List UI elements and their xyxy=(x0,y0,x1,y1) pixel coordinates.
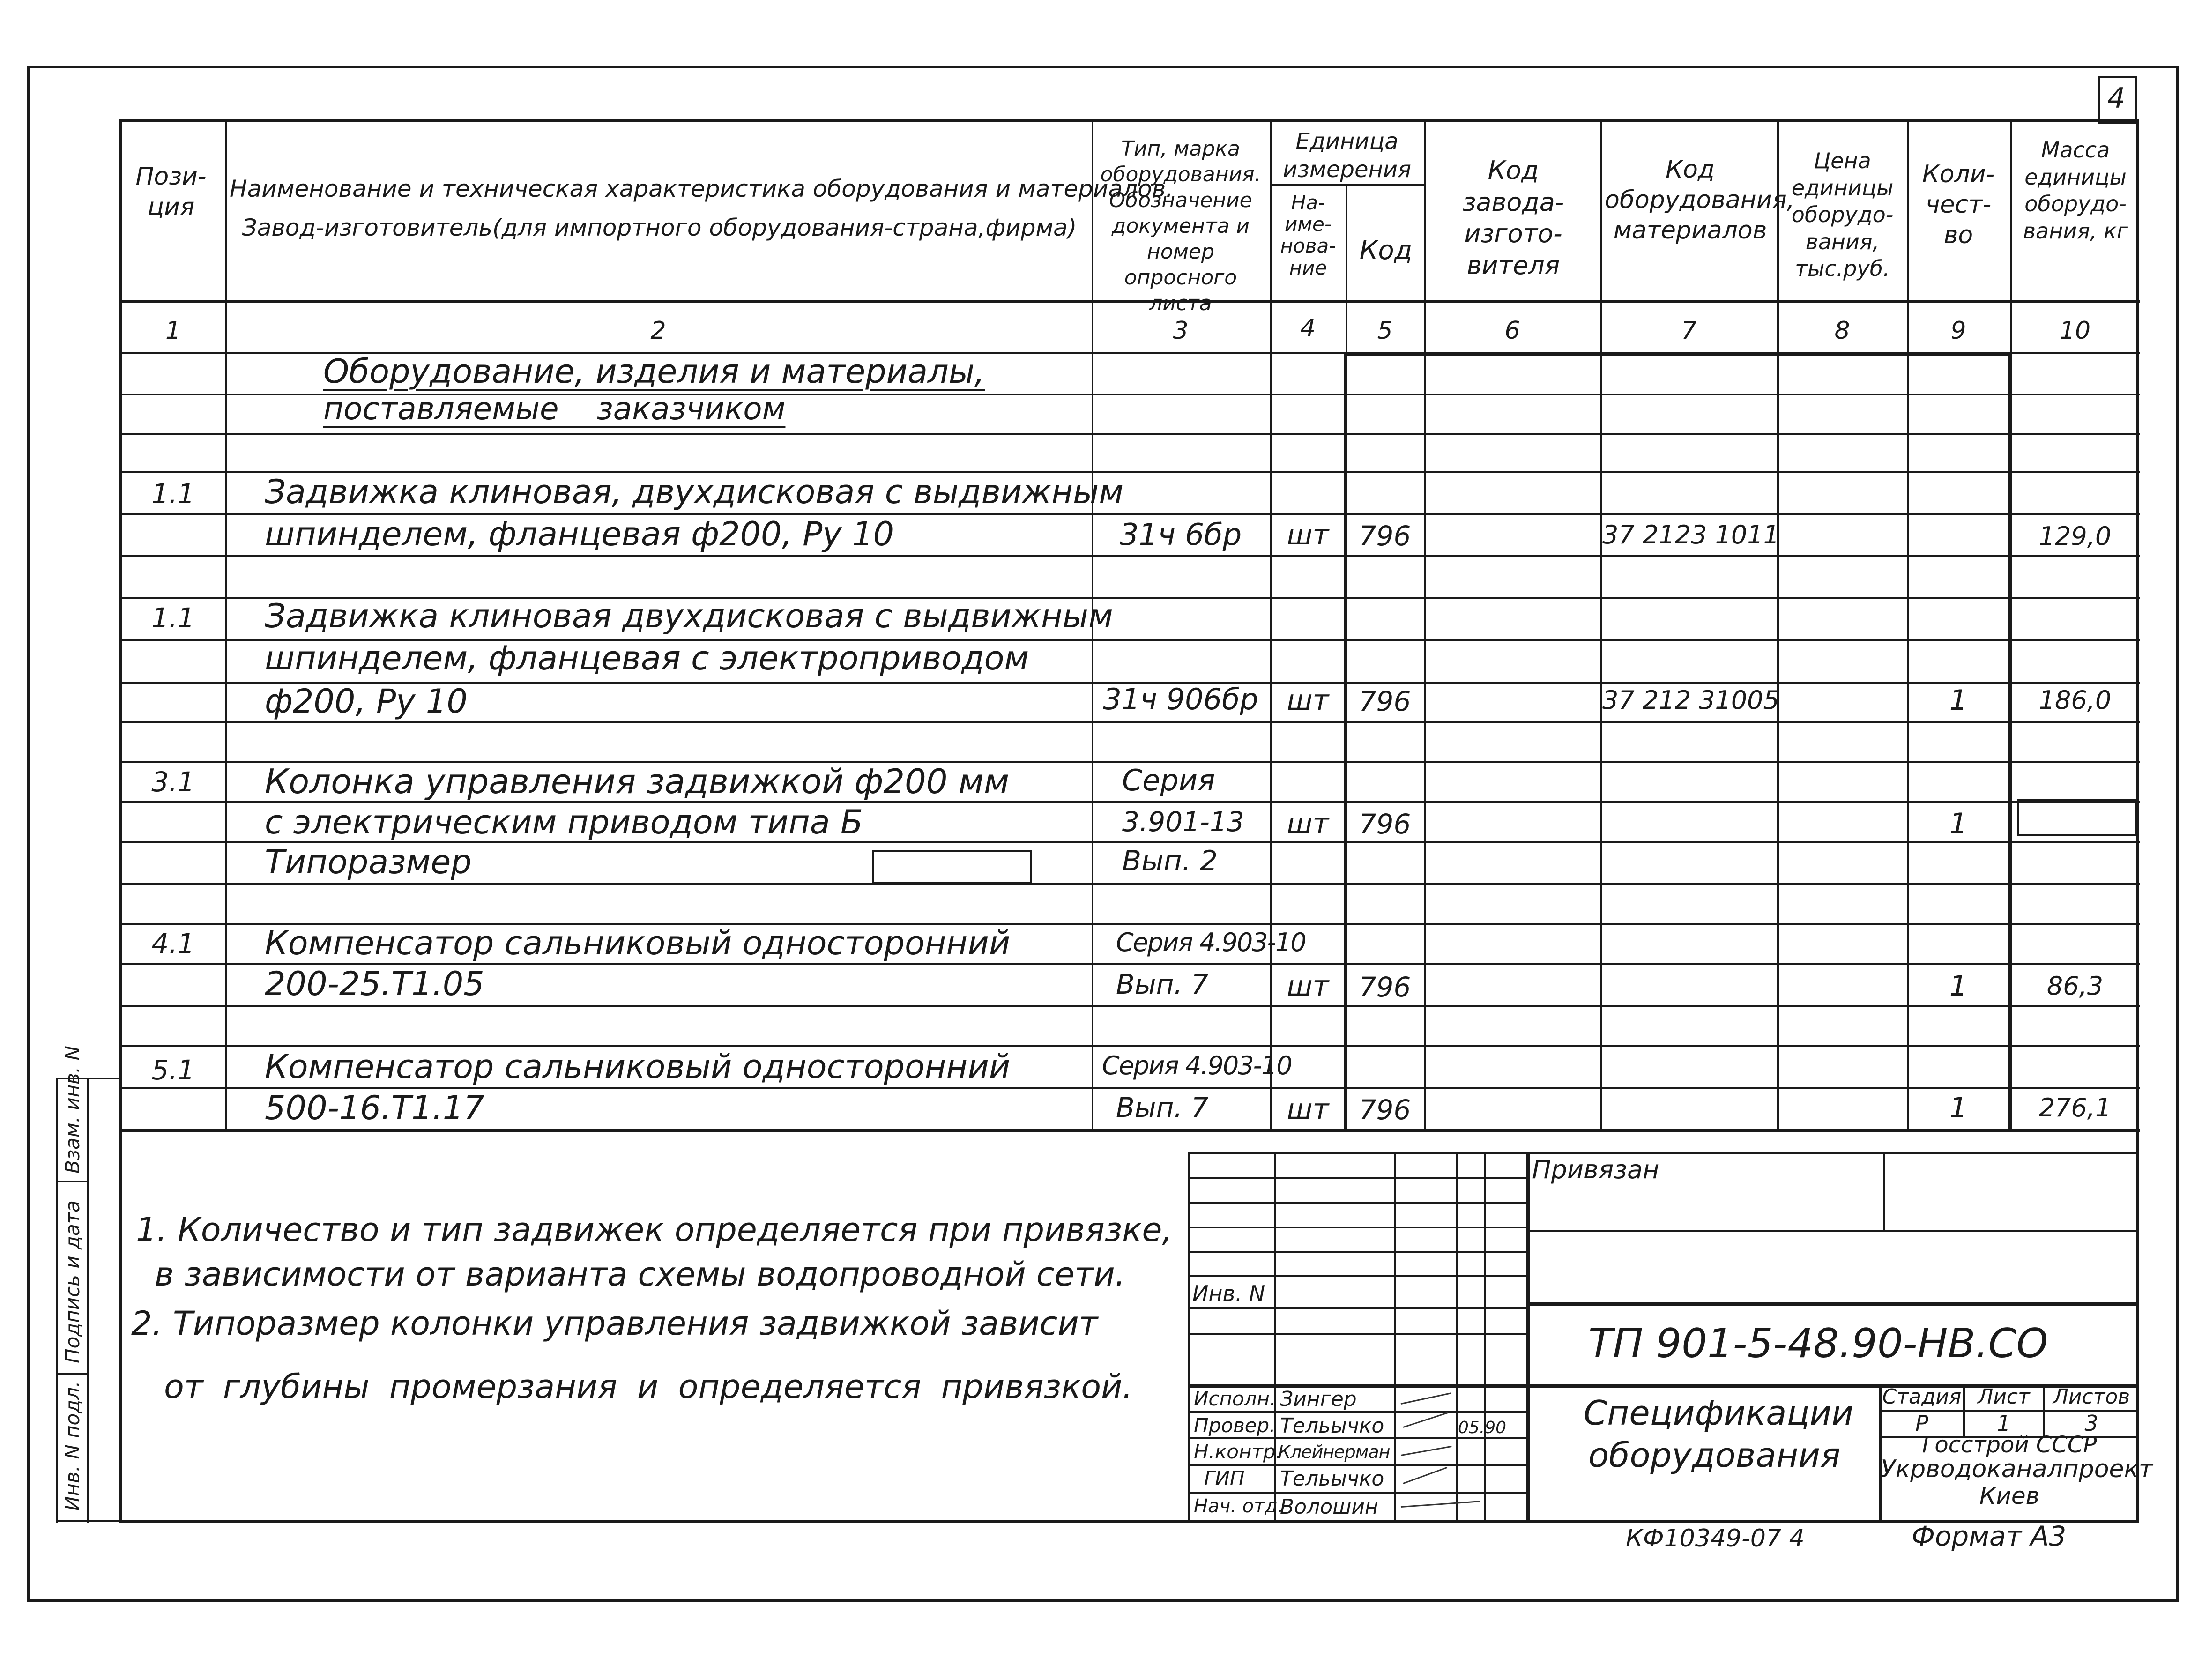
tb-line xyxy=(1456,1152,1458,1523)
tb-sheets-label: Листов xyxy=(2053,1385,2130,1409)
row2-unit-code: 796 xyxy=(1359,685,1411,717)
row5-mass: 276,1 xyxy=(2038,1093,2112,1122)
hdr-quantity: Коли- чест- во xyxy=(1922,160,1995,249)
tb-line xyxy=(1188,1202,1527,1204)
row-line xyxy=(121,721,2140,723)
colnum-2: 2 xyxy=(650,317,666,345)
hdr-name-2: Завод-изготовитель(для импортного оборудования-страна,фирма) xyxy=(242,214,1077,241)
side-stamp-inv-podl: Инв. N подл. xyxy=(61,1381,84,1511)
row1-name-1: Задвижка клиновая, двухдисковая с выдвижным xyxy=(265,473,1124,511)
row4-name-1: Компенсатор сальниковый односторонний xyxy=(265,924,1011,962)
col-line xyxy=(1424,122,1426,1130)
tb-line xyxy=(1188,1152,1190,1523)
tb-line xyxy=(1883,1152,1885,1230)
row4-mass: 86,3 xyxy=(2046,971,2104,1001)
note-2-line-2: от глубины промерзания и определяется привязкой. xyxy=(164,1368,1133,1406)
hdr-equipment-code: Код оборудования, материалов xyxy=(1605,156,1795,245)
side-stamp-signature-date: Подпись и дата xyxy=(61,1200,84,1363)
hdr-name-1: Наименование и техническая характеристика оборудования и материалов. xyxy=(230,175,1174,202)
mass-input-box xyxy=(2017,799,2136,836)
row4-name-2: 200-25.Т1.05 xyxy=(265,965,484,1003)
row1-mass: 129,0 xyxy=(2038,521,2112,551)
tb-line xyxy=(1188,1464,1527,1466)
tb-line xyxy=(1188,1251,1527,1253)
row-line xyxy=(121,555,2140,557)
tb-role-4: ГИП xyxy=(1204,1467,1245,1490)
tb-sheets: 3 xyxy=(2084,1411,2098,1436)
hdr-unit-code: Код xyxy=(1359,235,1413,266)
hdr-mass: Масса единицы оборудо- вания, кг xyxy=(2023,137,2128,244)
col-line xyxy=(1600,122,1602,1130)
colnum-8: 8 xyxy=(1834,317,1850,345)
note-1-line-2: в зависимости от варианта схемы водопроводной сети. xyxy=(155,1255,1126,1293)
tb-line xyxy=(1527,1302,2139,1306)
table-bottom-line xyxy=(121,1129,2140,1132)
note-1-line-1: 1. Количество и тип задвижек определяется при привязке, xyxy=(136,1211,1173,1249)
row1-position: 1.1 xyxy=(151,478,195,510)
side-stamp-vzam-inv: Взам. инв. N xyxy=(61,1046,84,1174)
row2-code: 37 212 31005 xyxy=(1602,685,1779,715)
archive-number: КФ10349-07 4 xyxy=(1626,1524,1805,1553)
colnum-5: 5 xyxy=(1377,317,1393,345)
row2-name-2: шпинделем, фланцевая с электроприводом xyxy=(265,639,1029,677)
tb-role-2: Провер. xyxy=(1194,1414,1276,1437)
tb-role-1: Исполн. xyxy=(1194,1387,1276,1410)
row-line xyxy=(121,883,2140,885)
tb-title-1: Спецификации xyxy=(1584,1393,1853,1433)
format-label: Формат А3 xyxy=(1912,1520,2067,1552)
row2-mass: 186,0 xyxy=(2038,685,2112,715)
thick-col-line xyxy=(1344,352,1347,1129)
side-stamp-line xyxy=(56,1078,58,1523)
row2-unit: шт xyxy=(1287,684,1329,717)
row3-type-2: 3.901-13 xyxy=(1122,806,1244,838)
tb-privyazan: Привязан xyxy=(1532,1155,1659,1184)
size-input-box xyxy=(872,850,1032,884)
tb-name-4: Тельычко xyxy=(1280,1467,1384,1491)
tb-line xyxy=(1188,1227,1527,1228)
row4-quantity: 1 xyxy=(1949,970,1968,1003)
unit-group-line xyxy=(1270,184,1424,186)
tb-org-1: Госстрой СССР xyxy=(1922,1432,2097,1458)
colnum-10: 10 xyxy=(2059,317,2091,345)
side-stamp-line xyxy=(56,1520,119,1522)
tb-name-2: Тельычко xyxy=(1280,1414,1384,1438)
tb-line xyxy=(1188,1307,1527,1309)
tb-name-3: Клейнерман xyxy=(1278,1442,1390,1462)
tb-line xyxy=(1188,1152,2139,1154)
row5-unit: шт xyxy=(1287,1093,1329,1126)
hdr-factory-code: Код завода- изгото- вителя xyxy=(1462,156,1564,280)
row4-type-1: Серия 4.903-10 xyxy=(1116,928,1306,957)
row1-code: 37 2123 1011 xyxy=(1602,520,1779,550)
tb-line xyxy=(1188,1275,1527,1277)
row2-type: 31ч 906бр xyxy=(1103,682,1258,716)
row1-unit: шт xyxy=(1287,519,1329,551)
colnum-3: 3 xyxy=(1173,317,1189,345)
row3-position: 3.1 xyxy=(151,766,195,798)
tb-line xyxy=(1188,1177,1527,1179)
row4-unit-code: 796 xyxy=(1359,971,1411,1003)
tb-line xyxy=(1188,1411,1527,1413)
row-line xyxy=(121,433,2140,435)
colnum-6: 6 xyxy=(1504,317,1520,345)
row2-position: 1.1 xyxy=(151,602,195,634)
row5-name-1: Компенсатор сальниковый односторонний xyxy=(265,1048,1011,1086)
colnum-7: 7 xyxy=(1681,317,1697,345)
thick-col-line xyxy=(2008,352,2012,1129)
colnum-9: 9 xyxy=(1950,317,1966,345)
thick-top-line xyxy=(1344,352,2011,356)
row3-name-2: с электрическим приводом типа Б xyxy=(265,803,863,841)
tb-date: 05.90 xyxy=(1458,1418,1507,1437)
row5-name-2: 500-16.Т1.17 xyxy=(265,1089,484,1127)
tb-name-5: Волошин xyxy=(1280,1495,1378,1519)
tb-line xyxy=(1274,1152,1276,1523)
row5-quantity: 1 xyxy=(1949,1092,1968,1124)
section-title-line-1: Оборудование, изделия и материалы, xyxy=(323,352,985,391)
tb-stage-label: Стадия xyxy=(1882,1385,1962,1409)
section-title-line-2: поставляемые заказчиком xyxy=(323,391,786,427)
col-line xyxy=(225,122,227,1130)
row2-name-1: Задвижка клиновая двухдисковая с выдвижным xyxy=(265,597,1113,635)
hdr-price: Цена единицы оборудо- вания, тыс.руб. xyxy=(1791,148,1894,281)
tb-sheet: 1 xyxy=(1997,1411,2011,1436)
colnum-1: 1 xyxy=(165,317,181,345)
tb-line xyxy=(1394,1152,1396,1523)
row3-name-1: Колонка управления задвижкой ф200 мм xyxy=(265,762,1010,801)
tb-sheet-label: Лист xyxy=(1978,1385,2030,1409)
tb-name-1: Зингер xyxy=(1280,1387,1357,1411)
row4-type-2: Вып. 7 xyxy=(1116,968,1209,1000)
tb-role-3: Н.контр. xyxy=(1194,1440,1282,1463)
tb-org-2: Укрводоканалпроект xyxy=(1881,1455,2153,1483)
col-line xyxy=(1777,122,1779,1130)
tb-line xyxy=(1526,1152,1530,1523)
row5-type-2: Вып. 7 xyxy=(1116,1092,1209,1123)
note-2-line-1: 2. Типоразмер колонки управления задвижкой зависит xyxy=(131,1304,1098,1343)
row4-unit: шт xyxy=(1287,970,1329,1003)
side-stamp-line xyxy=(56,1373,89,1375)
side-stamp-line xyxy=(87,1078,89,1523)
tb-line xyxy=(1484,1152,1486,1523)
tb-role-5: Нач. отд. xyxy=(1194,1495,1284,1517)
tb-line xyxy=(1188,1492,1527,1494)
hdr-unit-name: На- име- нова- ние xyxy=(1280,191,1336,279)
row1-unit-code: 796 xyxy=(1359,520,1411,552)
sheet-number: 4 xyxy=(2107,82,2126,115)
row3-unit: шт xyxy=(1287,807,1329,840)
row5-type-1: Серия 4.903-10 xyxy=(1102,1051,1292,1080)
row1-type: 31ч 6бр xyxy=(1119,518,1242,552)
hdr-position: Пози- ция xyxy=(135,163,207,221)
row3-type-1: Серия xyxy=(1122,763,1215,797)
row3-unit-code: 796 xyxy=(1359,808,1411,840)
row5-unit-code: 796 xyxy=(1359,1094,1411,1126)
tb-title-2: оборудования xyxy=(1588,1435,1841,1475)
tb-inv-n: Инв. N xyxy=(1192,1281,1265,1306)
row2-quantity: 1 xyxy=(1949,684,1968,717)
row2-name-3: ф200, Ру 10 xyxy=(265,682,468,721)
tb-stage: Р xyxy=(1915,1411,1928,1436)
row4-position: 4.1 xyxy=(151,928,195,959)
hdr-type: Тип, марка оборудования. Обозначение документа и номер опросного листа xyxy=(1100,137,1261,315)
tb-line xyxy=(1527,1230,2139,1232)
row3-name-3: Типоразмер xyxy=(265,843,472,881)
row1-name-2: шпинделем, фланцевая ф200, Ру 10 xyxy=(265,515,894,553)
tb-line xyxy=(1188,1333,1527,1335)
row3-type-3: Вып. 2 xyxy=(1122,845,1218,877)
row-line xyxy=(121,1005,2140,1007)
colnum-4: 4 xyxy=(1300,314,1316,342)
row3-quantity: 1 xyxy=(1949,807,1968,840)
tb-org-3: Киев xyxy=(1979,1482,2040,1509)
hdr-unit-group: Единица измерения xyxy=(1283,128,1411,183)
tb-doc-code: ТП 901-5-48.90-НВ.СО xyxy=(1588,1320,2048,1367)
row-line xyxy=(121,1045,2140,1047)
row5-position: 5.1 xyxy=(151,1054,195,1086)
side-stamp-line xyxy=(56,1181,89,1182)
